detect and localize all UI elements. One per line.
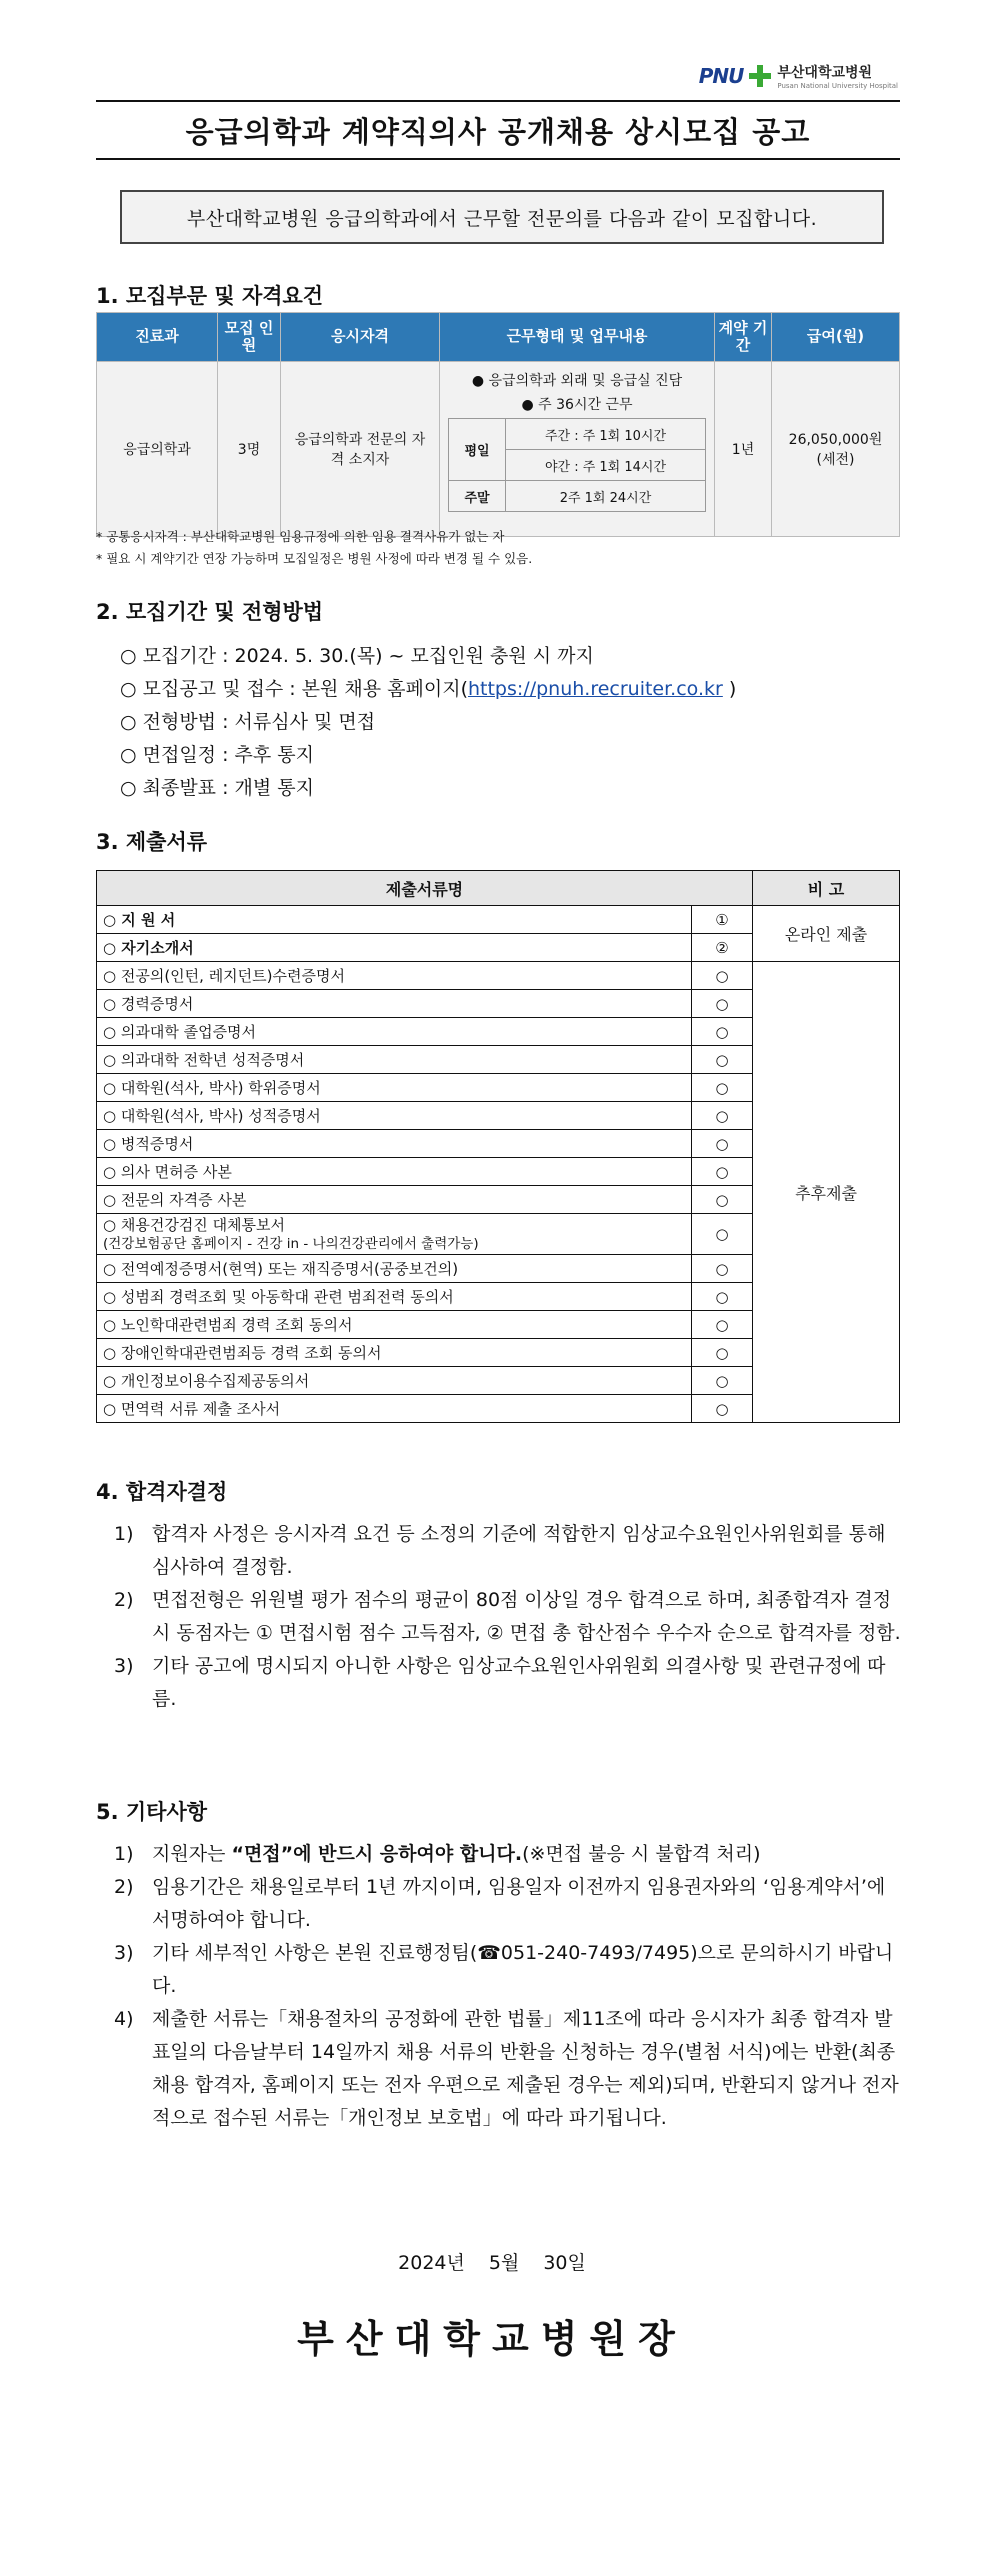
qual-cell: 응급의학과 전문의 자격 소지자: [281, 362, 440, 537]
list-item: 1) 지원자는 “면접”에 반드시 응하여야 합니다.(※면접 불응 시 불합격 처리): [114, 1843, 761, 1865]
salary-value: 26,050,000원: [788, 432, 883, 448]
doc-mark: ○: [692, 1255, 753, 1283]
section-2-heading: 2. 모집기간 및 전형방법: [96, 600, 324, 624]
doc-name: ○ 지 원 서: [97, 906, 692, 934]
doc-name: ○ 전역예정증명서(현역) 또는 재직증명서(공중보건의): [97, 1255, 692, 1283]
doc-name: ○ 대학원(석사, 박사) 성적증명서: [97, 1102, 692, 1130]
logo-name-en: Pusan National University Hospital: [777, 82, 898, 90]
doc-name: ○ 자기소개서: [97, 934, 692, 962]
doc-mark: ①: [692, 906, 753, 934]
doc-name: ○ 의과대학 졸업증명서: [97, 1018, 692, 1046]
doc-name: ○ 성범죄 경력조회 및 아동학대 관련 범죄전력 동의서: [97, 1283, 692, 1311]
dept-cell: 응급의학과: [97, 362, 218, 537]
doc-name: ○ 대학원(석사, 박사) 학위증명서: [97, 1074, 692, 1102]
documents-header: [97, 871, 900, 906]
doc-name: ○ 경력증명서: [97, 990, 692, 1018]
doc-mark: ○: [692, 1046, 753, 1074]
section-2-list: [120, 640, 736, 805]
list-item: 4) 제출한 서류는「채용절차의 공정화에 관한 법률」제11조에 따라 응시자가 최종 합격자 발표일의 다음날부터 14일까지 채용 서류의 반환을 신청하는 경우(별첨 서식)에는 반환(최종 채용 합격자, 홈페이지 또는 전자 우편으로 제출된 경우는 제외)되며, 반환되지 않거나 전자적으로 접수된 서류는「개인정보 보호법」에 따라 파기됩니다.: [114, 2008, 899, 2129]
doc-mark: ○: [692, 1339, 753, 1367]
shift-table: [448, 418, 706, 512]
logo-name-ko: 부산대학교병원: [777, 65, 873, 81]
shift-night: 야간 : 주 1회 14시간: [506, 450, 706, 481]
salary-note: (세전): [816, 452, 855, 468]
doc-mark: ②: [692, 934, 753, 962]
page-title: 응급의학과 계약직의사 공개채용 상시모집 공고: [185, 114, 811, 149]
doc-name: ○ 의사 면허증 사본: [97, 1158, 692, 1186]
title-box: [96, 100, 900, 160]
section-4-heading: 4. 합격자결정: [96, 1480, 228, 1504]
doc-mark: ○: [692, 1283, 753, 1311]
salary-cell: [772, 362, 900, 537]
doc-mark: ○: [692, 1311, 753, 1339]
logo-mark: PNU: [698, 64, 744, 88]
signature: 부산대학교병원장: [297, 2317, 687, 2361]
col-salary: 급여(원): [772, 313, 900, 362]
intro-box: 부산대학교병원 응급의학과에서 근무할 전문의를 다음과 같이 모집합니다.: [120, 190, 884, 244]
interview-item: ○ 면접일정 : 추후 통지: [120, 744, 314, 766]
table-row: [97, 906, 900, 934]
shift-weekend: 주말: [449, 481, 506, 512]
doc-mark: ○: [692, 1214, 753, 1255]
section-5-heading: 5. 기타사항: [96, 1800, 208, 1824]
doc-mark: ○: [692, 1130, 753, 1158]
apply-label: ○ 모집공고 및 접수 : 본원 채용 홈페이지(: [120, 678, 468, 700]
logo-text: [777, 62, 898, 90]
doc-name: ○ 개인정보이용수집제공동의서: [97, 1367, 692, 1395]
notice-date: 2024년 5월 30일: [398, 2252, 586, 2274]
result-item: ○ 최종발표 : 개별 통지: [120, 777, 314, 799]
doc-mark: ○: [692, 1102, 753, 1130]
col-remark: 비 고: [753, 871, 900, 906]
documents-table: [96, 870, 900, 1423]
interview-emphasis: “면접”에 반드시 응하여야 합니다.: [231, 1843, 523, 1865]
apply-item: [120, 673, 736, 706]
duty-cell: [440, 362, 715, 537]
shift-weekday: 평일: [449, 419, 506, 481]
doc-mark: ○: [692, 1186, 753, 1214]
section-5-list: [114, 1838, 904, 2135]
doc-mark: ○: [692, 1367, 753, 1395]
remark-later: 추후제출: [753, 962, 900, 1423]
doc-name: ○ 노인학대관련범죄 경력 조회 동의서: [97, 1311, 692, 1339]
recruit-table-row: [97, 362, 900, 537]
doc-mark: ○: [692, 1074, 753, 1102]
list-item: 2) 임용기간은 채용일로부터 1년 까지이며, 임용일자 이전까지 임용권자와의 ‘임용계약서’에 서명하여야 합니다.: [114, 1876, 886, 1931]
method-item: ○ 전형방법 : 서류심사 및 면접: [120, 711, 376, 733]
table-row: [97, 962, 900, 990]
recruit-table-header: [97, 313, 900, 362]
count-cell: 3명: [218, 362, 281, 537]
note: * 필요 시 계약기간 연장 가능하며 모집일정은 병원 사정에 따라 변경 될 수 있음.: [96, 551, 533, 566]
doc-mark: ○: [692, 1395, 753, 1423]
duty-bullet: ● 응급의학과 외래 및 응급실 진담: [471, 373, 683, 389]
list-item: 3) 기타 공고에 명시되지 아니한 사항은 임상교수요원인사위원회 의결사항 및 관련규정에 따름.: [114, 1655, 886, 1710]
apply-close: ): [722, 678, 737, 700]
logo-cross-icon: [749, 65, 771, 87]
col-period: 계약 기간: [715, 313, 772, 362]
list-item: 1) 합격자 사정은 응시자격 요건 등 소정의 기준에 적합한지 임상교수요원인사위원회를 통해 심사하여 결정함.: [114, 1523, 886, 1578]
list-item: 3) 기타 세부적인 사항은 본원 진료행정팀(☎051-240-7493/7495)으로 문의하시기 바랍니다.: [114, 1942, 894, 1997]
doc-name: ○ 병적증명서: [97, 1130, 692, 1158]
doc-mark: ○: [692, 1018, 753, 1046]
remark-online: 온라인 제출: [753, 906, 900, 962]
col-count: 모집 인원: [218, 313, 281, 362]
shift-weekend-val: 2주 1회 24시간: [506, 481, 706, 512]
col-dept: 진료과: [97, 313, 218, 362]
list-item: 2) 면접전형은 위원별 평가 점수의 평균이 80점 이상일 경우 합격으로 하며, 최종합격자 결정 시 동점자는 ① 면접시험 점수 고득점자, ② 면접 총 합산점수 우수자 순으로 합격자를 정함.: [114, 1589, 901, 1644]
doc-name: ○ 면역력 서류 제출 조사서: [97, 1395, 692, 1423]
hospital-logo: [699, 62, 898, 90]
doc-mark: ○: [692, 1158, 753, 1186]
doc-mark: ○: [692, 962, 753, 990]
section-4-list: [114, 1518, 904, 1716]
shift-day: 주간 : 주 1회 10시간: [506, 419, 706, 450]
recruit-table: [96, 312, 900, 537]
note: * 공통응시자격 : 부산대학교병원 임용규정에 의한 임용 결격사유가 없는 자: [96, 529, 505, 544]
col-duty: 근무형태 및 업무내용: [440, 313, 715, 362]
doc-name: ○ 전공의(인턴, 레지던트)수련증명서: [97, 962, 692, 990]
recruit-link[interactable]: https://pnuh.recruiter.co.kr: [467, 678, 723, 700]
col-qual: 응시자격: [281, 313, 440, 362]
doc-mark: ○: [692, 990, 753, 1018]
col-doc-name: 제출서류명: [97, 871, 753, 906]
doc-name: ○ 장애인학대관련범죄등 경력 조회 동의서: [97, 1339, 692, 1367]
section-1-notes: [96, 526, 532, 570]
period-cell: 1년: [715, 362, 772, 537]
section-1-heading: 1. 모집부문 및 자격요건: [96, 284, 324, 308]
doc-name: ○ 채용건강검진 대체통보서 (건강보험공단 홈페이지 - 건강 in - 나의건강관리에서 출력가능): [97, 1214, 692, 1255]
doc-name: ○ 의과대학 전학년 성적증명서: [97, 1046, 692, 1074]
duty-bullet: ● 주 36시간 근무: [521, 397, 633, 413]
period-item: ○ 모집기간 : 2024. 5. 30.(목) ~ 모집인원 충원 시 까지: [120, 645, 594, 667]
doc-name: ○ 전문의 자격증 사본: [97, 1186, 692, 1214]
section-3-heading: 3. 제출서류: [96, 830, 208, 854]
